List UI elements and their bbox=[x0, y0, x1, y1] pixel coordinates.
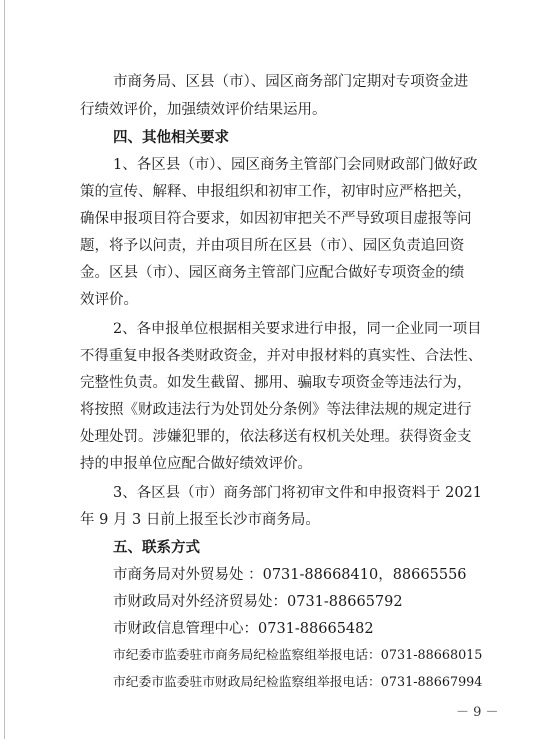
document-page: 市商务局、区县（市）、园区商务部门定期对专项资金进 行绩效评价，加强绩效评价结果运用。 四、其他相关要求 1、各区县（市）、园区商务主管部门会同财政部门做好政 策的宣传、解释、申报组织和初审工作，初审时应严格把关， 确保申报项目符合要求，如因初审把关不严导致项目虚报等问 题，将予以问责，并由项目所在区县（市）、园区负责追回资 金。区县（市）、园区商务主管部门应配合做好专项资金的绩 效评价。 2、各申报单位根据相关要求进行申报，同一企业同一项目 不得重复申报各类财政资金，并对申报材料的真实性、合法性、 完整性负责。如发生截留、挪用、骗取专项资金等违法行为， 将按照《财政违法行为处罚处分条例》等法律法规的规定进行 处理处罚。涉嫌犯罪的，依法移送有权机关处理。获得资金支 持的申报单位应配合做好绩效评价。 3、各区县（市）商务部门将初审文件和申报资料于 2021 年 9 月 3 日前上报至长沙市商务局。 五、联系方式 市商务局对外贸易处 ：0731-88668410，88665556 市财政局对外经济贸易处：0731-88665792 市财政信息管理中心：0731-88665482 市纪委市监委驻市商务局纪检监察组举报电话：0731-88668015 市纪委市监委驻市财政局纪检监察组举报电话：0731-88667994 － 9 － bbox=[0, 0, 560, 739]
page-number: － 9 － bbox=[456, 705, 499, 720]
binding-margin-line bbox=[4, 0, 5, 739]
